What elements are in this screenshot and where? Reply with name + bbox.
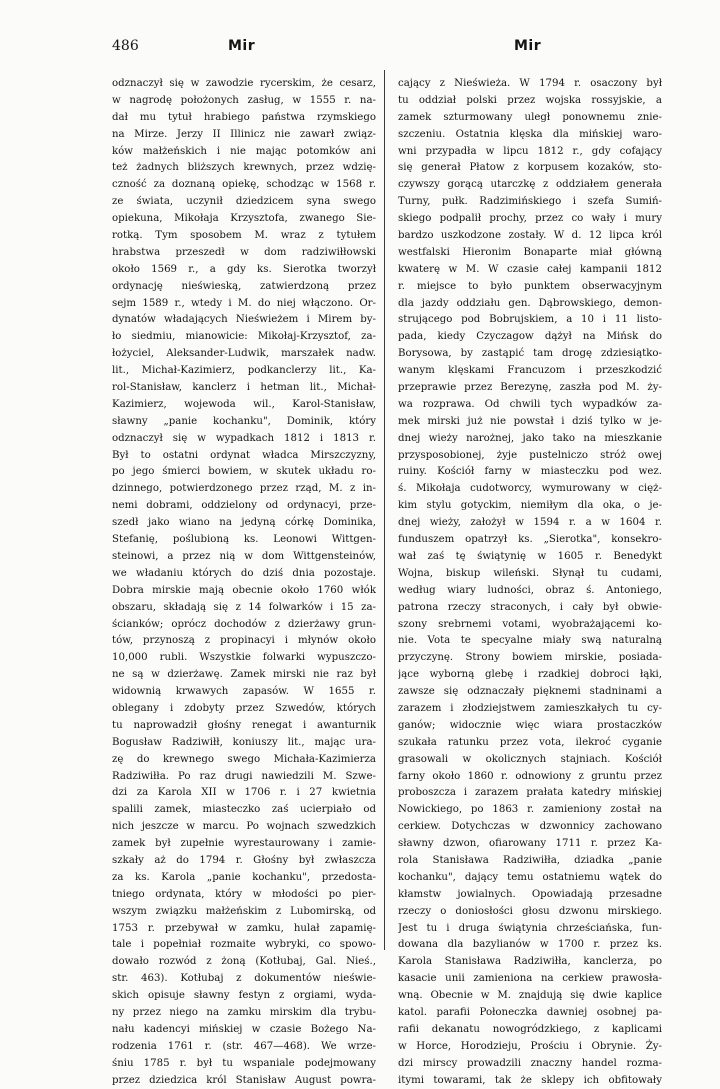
text-line: wni przypadła w lipcu 1812 r., gdy cofający — [398, 145, 662, 157]
text-line: pada, kiedy Czyczagow dążył na Mińsk do — [398, 331, 662, 343]
text-line: nału kadencyi mińskiej w czasie Bożego Na- — [112, 1023, 376, 1035]
text-line: steinowi, a przez nią w dom Wittgensteinów, — [112, 550, 376, 562]
text-line: itymi towarami, tak że sklepy ich obfitowały — [398, 1074, 662, 1086]
text-line: Bogusław Radziwiłł, koniuszy lit., mając ura- — [112, 736, 376, 748]
text-line: jące wyborną glebę i rzadkiej dobroci łąki, — [398, 669, 662, 681]
text-line: około 1569 r., a gdy ks. Sierotka tworzył — [112, 263, 376, 275]
text-line: we władaniu których do dziś dnia pozostaje. — [112, 567, 376, 579]
running-head-right: Mir — [514, 38, 542, 54]
text-line: spalili zamek, miasteczko zaś ucierpiało od — [112, 804, 376, 816]
text-line: nich jeszcze w marcu. Po wojnach szwedzkich — [112, 821, 376, 833]
text-line: dnej wieży, założył w 1594 r. a w 1604 r. — [398, 517, 662, 529]
text-line: kochanku", dający temu ostatniemu wątek do — [398, 871, 662, 883]
text-line: oblegany i zdobyty przez Szwedów, których — [112, 702, 376, 714]
text-line: tu oddział polski przez wojska rossyjskie, a — [398, 94, 662, 106]
text-line: dowało rozwód z żoną (Kotłubaj, Gal. Nieś., — [112, 956, 376, 968]
text-line: ścianków; oprócz dochodów z dzierżawy grun- — [112, 618, 376, 630]
text-line: tniego ordynata, który w młodości po pier- — [112, 888, 376, 900]
text-line: zarazem i złodziejstwem zamieszkałych tu cy- — [398, 702, 662, 714]
text-line: r. miejsce to było punktem obserwacyjnym — [398, 280, 662, 292]
text-line: obszaru, składają się z 14 folwarków i 15 za- — [112, 601, 376, 613]
text-line: rafii dekanatu nowogródzkiego, z kaplicami — [398, 1023, 662, 1035]
text-line: bardzo uszkodzone zostały. W d. 12 lipca król — [398, 230, 662, 242]
text-line: Kazimierz, wojewoda wil., Karol-Stanisław, — [112, 398, 376, 410]
text-line: dzi za Karola XII w 1706 r. i 27 kwietnia — [112, 787, 376, 799]
text-line: opiekuna, Mikołaja Krzysztofa, zwanego Sie- — [112, 213, 376, 225]
text-line: lit., Michał-Kazimierz, podkanclerzy lit., Ka- — [112, 365, 376, 377]
text-line: dzi mirscy prowadzili znaczny handel rozma- — [398, 1057, 662, 1069]
text-line: dynatów władających Nieświeżem i Mirem by- — [112, 314, 376, 326]
text-line: odznaczył się w zawodzie rycerskim, że cesarz, — [112, 78, 376, 89]
text-line: sejm 1589 r., wtedy i M. do niej włączono. Or- — [112, 297, 376, 309]
text-line: po jego śmierci bowiem, w skutek układu ro- — [112, 466, 376, 478]
text-line: w nagrodę położonych zasług, w 1555 r. na- — [112, 94, 376, 106]
page-number: 486 — [112, 38, 139, 54]
text-line: ze świata, uczynił dziedzicem syna swego — [112, 196, 376, 208]
text-line: odznaczył się w wypadkach 1812 i 1813 r. — [112, 432, 376, 444]
text-line: kwaterę w M. W czasie całej kampanii 1812 — [398, 263, 662, 275]
text-line: ordynację nieświeską, zatwierdzoną przez — [112, 280, 376, 292]
text-line: wną. Obecnie w M. znajdują się dwie kaplice — [398, 990, 662, 1002]
text-line: tu naprowadził głośny renegat i awanturnik — [112, 719, 376, 731]
text-line: widownią krwawych zapasów. W 1655 r. — [112, 686, 376, 698]
text-line: dał mu tytuł hrabiego państwa rzymskiego — [112, 111, 376, 123]
text-line: Karola Stanisława Radziwiłła, kanclerza, po — [398, 956, 662, 968]
text-line: Był to ostatni ordynat władca Mirszczyzny, — [112, 449, 376, 461]
text-line: ny przez niego na zamku mirskim dla trybu- — [112, 1006, 376, 1018]
text-line: proboszcza i zarazem prałata katedry mińskiej — [398, 787, 662, 799]
text-line: funduszem opatrzył ks. „Sierotka", konsekro- — [398, 534, 662, 546]
text-line: kim stylu gotyckim, niemiłym dla oka, o je- — [398, 500, 662, 512]
text-line: 10,000 rubli. Wszystkie folwarki wypuszczo- — [112, 652, 376, 664]
text-line: Borysowa, by zastąpić tam drogę zdziesiątko- — [398, 348, 662, 360]
text-line: Stefanię, poślubioną ks. Leonowi Wittgen- — [112, 534, 376, 546]
text-line: szkały aż do 1794 r. Głośny był zwłaszcza — [112, 854, 376, 866]
text-line: rotką. Tym sposobem M. wraz z tytułem — [112, 230, 376, 242]
text-line: sławny dzwon, ofiarowany 1711 r. przez Ka- — [398, 838, 662, 850]
text-line: zamek był zupełnie wyrestaurowany i zamie- — [112, 838, 376, 850]
text-line: przeprawie przez Berezynę, zaszła pod M. ży- — [398, 382, 662, 394]
text-line: rzeczy o doniosłości głosu dzwonu mirskiego. — [398, 905, 662, 917]
text-line: zamek szturmowany uległ ponownemu znie- — [398, 111, 662, 123]
text-line: na Mirze. Jerzy II Illinicz nie zawarł związ- — [112, 128, 376, 140]
left-text-column — [112, 76, 376, 1089]
text-line: ków małżeńskich i nie mając potomków ani — [112, 145, 376, 157]
right-text-column — [398, 76, 662, 1089]
text-line: 1753 r. przebywał w zamku, hulał zapamię- — [112, 922, 376, 934]
text-line: ganów; widocznie więc wiara prostaczków — [398, 719, 662, 731]
text-line: farny około 1860 r. odnowiony z gruntu przez — [398, 770, 662, 782]
text-line: rol-Stanisław, kanclerz i hetman lit., Michał- — [112, 382, 376, 394]
text-line: cerkiew. Dotychczas w dzwonnicy zachowano — [398, 821, 662, 833]
text-line: w Horce, Horodzieju, Prościu i Obrynie. Ży- — [398, 1040, 662, 1052]
text-line: wa rozprawa. Od chwili tych wypadków za- — [398, 398, 662, 410]
text-line: skich opisuje sławny festyn z orgiami, wyda- — [112, 990, 376, 1002]
text-line: za ks. Karola „panie kochanku", przedosta- — [112, 871, 376, 883]
text-line: Dobra mirskie mają obecnie około 1760 włók — [112, 584, 376, 596]
text-line: dowana dla bazylianów w 1700 r. przez ks. — [398, 939, 662, 951]
text-line: ś. Mikołaja cudotworcy, wymurowany w cięż- — [398, 483, 662, 495]
text-line: ruiny. Kościół farny w miasteczku pod wez. — [398, 466, 662, 478]
text-line: katol. parafii Połoneczka dawniej osobnej pa- — [398, 1006, 662, 1018]
text-line: przyczynę. Strony bowiem mirskie, posiada- — [398, 652, 662, 664]
text-line: dla jazdy oddziału gen. Dąbrowskiego, demon- — [398, 297, 662, 309]
text-line: sławny „panie kochanku", Dominik, który — [112, 415, 376, 427]
text-line: nemi dobrami, oddzielony od ordynacyi, prze- — [112, 500, 376, 512]
text-line: kłamstw jowialnych. Opowiadają przesadne — [398, 888, 662, 900]
text-line: wszym związku małżeńskim z Lubomirską, od — [112, 905, 376, 917]
text-line: dzinnego, potwierdzonego przez rząd, M. z in- — [112, 483, 376, 495]
text-line: śniu 1785 r. był tu wspaniale podejmowany — [112, 1057, 376, 1069]
text-line: nie. Vota te specyalne miały swą naturalną — [398, 635, 662, 647]
text-line: też żadnych bliższych krewnych, przez wdzię- — [112, 162, 376, 174]
text-line: szony srebrnemi votami, wyobrażającemi ko- — [398, 618, 662, 630]
text-line: wanym klęskami Francuzom i przeszkodzić — [398, 365, 662, 377]
text-line: przysposobionej, żyje pustelniczo stróż owej — [398, 449, 662, 461]
text-line: czywszy gorącą utarczkę z oddziałem generała — [398, 179, 662, 191]
text-line: skiego podpalił prochy, przez co wały i mury — [398, 213, 662, 225]
page-header — [0, 38, 720, 60]
text-line: Wojna, biskup wileński. Słynął tu cudami, — [398, 567, 662, 579]
text-line: patrona rzeczy straconych, i cały był obwie- — [398, 601, 662, 613]
text-line: tów, przynoszą z propinacyi i młynów około — [112, 635, 376, 647]
text-line: tale i popełniał rozmaite wybryki, co spowo- — [112, 939, 376, 951]
text-line: wał zaś tę świątynię w 1605 r. Benedykt — [398, 550, 662, 562]
text-line: łożyciel, Aleksander-Ludwik, marszałek nadw. — [112, 348, 376, 360]
text-line: Jest tu i druga świątynia chrześciańska, fun- — [398, 922, 662, 934]
text-line: rola Stanisława Radziwiłła, dziadka „panie — [398, 854, 662, 866]
text-line: szczeniu. Ostatnia klęska dla mińskiej waro- — [398, 128, 662, 140]
text-line: mek mirski już nie powstał i dziś tylko w je- — [398, 415, 662, 427]
text-line: strującego pod Bobrujskiem, a 10 i 11 listo- — [398, 314, 662, 326]
text-line: przez dziedzica król Stanisław August powra- — [112, 1074, 376, 1086]
text-line: według wiary ludności, obraz ś. Antoniego, — [398, 584, 662, 596]
text-line: szedł jako wiano na jedyną córkę Dominika, — [112, 517, 376, 529]
running-head-left: Mir — [228, 38, 256, 54]
text-line: się generał Płatow z korpusem kozaków, sto- — [398, 162, 662, 174]
text-line: czność za doznaną opiekę, schodząc w 1568 r. — [112, 179, 376, 191]
text-line: ne są w dzierżawę. Zamek mirski nie raz był — [112, 669, 376, 681]
text-line: Nowickiego, po 1863 r. zamieniony został na — [398, 804, 662, 816]
text-line: Turny, pułk. Radzimińskiego i szefa Sumiń- — [398, 196, 662, 208]
text-line: cający z Nieświeża. W 1794 r. osaczony był — [398, 78, 662, 89]
text-line: westfalski Hieronim Bonaparte miał główną — [398, 246, 662, 258]
text-line: grasowali w okolicznych stajniach. Kościół — [398, 753, 662, 765]
text-line: zę do krewnego swego Michała-Kazimierza — [112, 753, 376, 765]
text-line: dnej wieży narożnej, jako tako na mieszkanie — [398, 432, 662, 444]
text-line: str. 463). Kotłubaj z dokumentów nieświe- — [112, 973, 376, 985]
text-line: kasacie unii zamieniona na cerkiew prawosła- — [398, 973, 662, 985]
text-line: rodzenia 1761 r. (str. 467—468). We wrze- — [112, 1040, 376, 1052]
text-line: szukała ratunku przez vota, ilekroć cyganie — [398, 736, 662, 748]
text-line: Radziwiłła. Po raz drugi nawiedzili M. Szwe- — [112, 770, 376, 782]
text-line: ło siedmiu, mianowicie: Mikołaj-Krzysztof, za- — [112, 331, 376, 343]
text-line: zawsze się odznaczały pięknemi stadninami a — [398, 686, 662, 698]
column-divider — [384, 70, 385, 950]
text-line: hrabstwa przeszedł w dom radziwiłłowski — [112, 246, 376, 258]
